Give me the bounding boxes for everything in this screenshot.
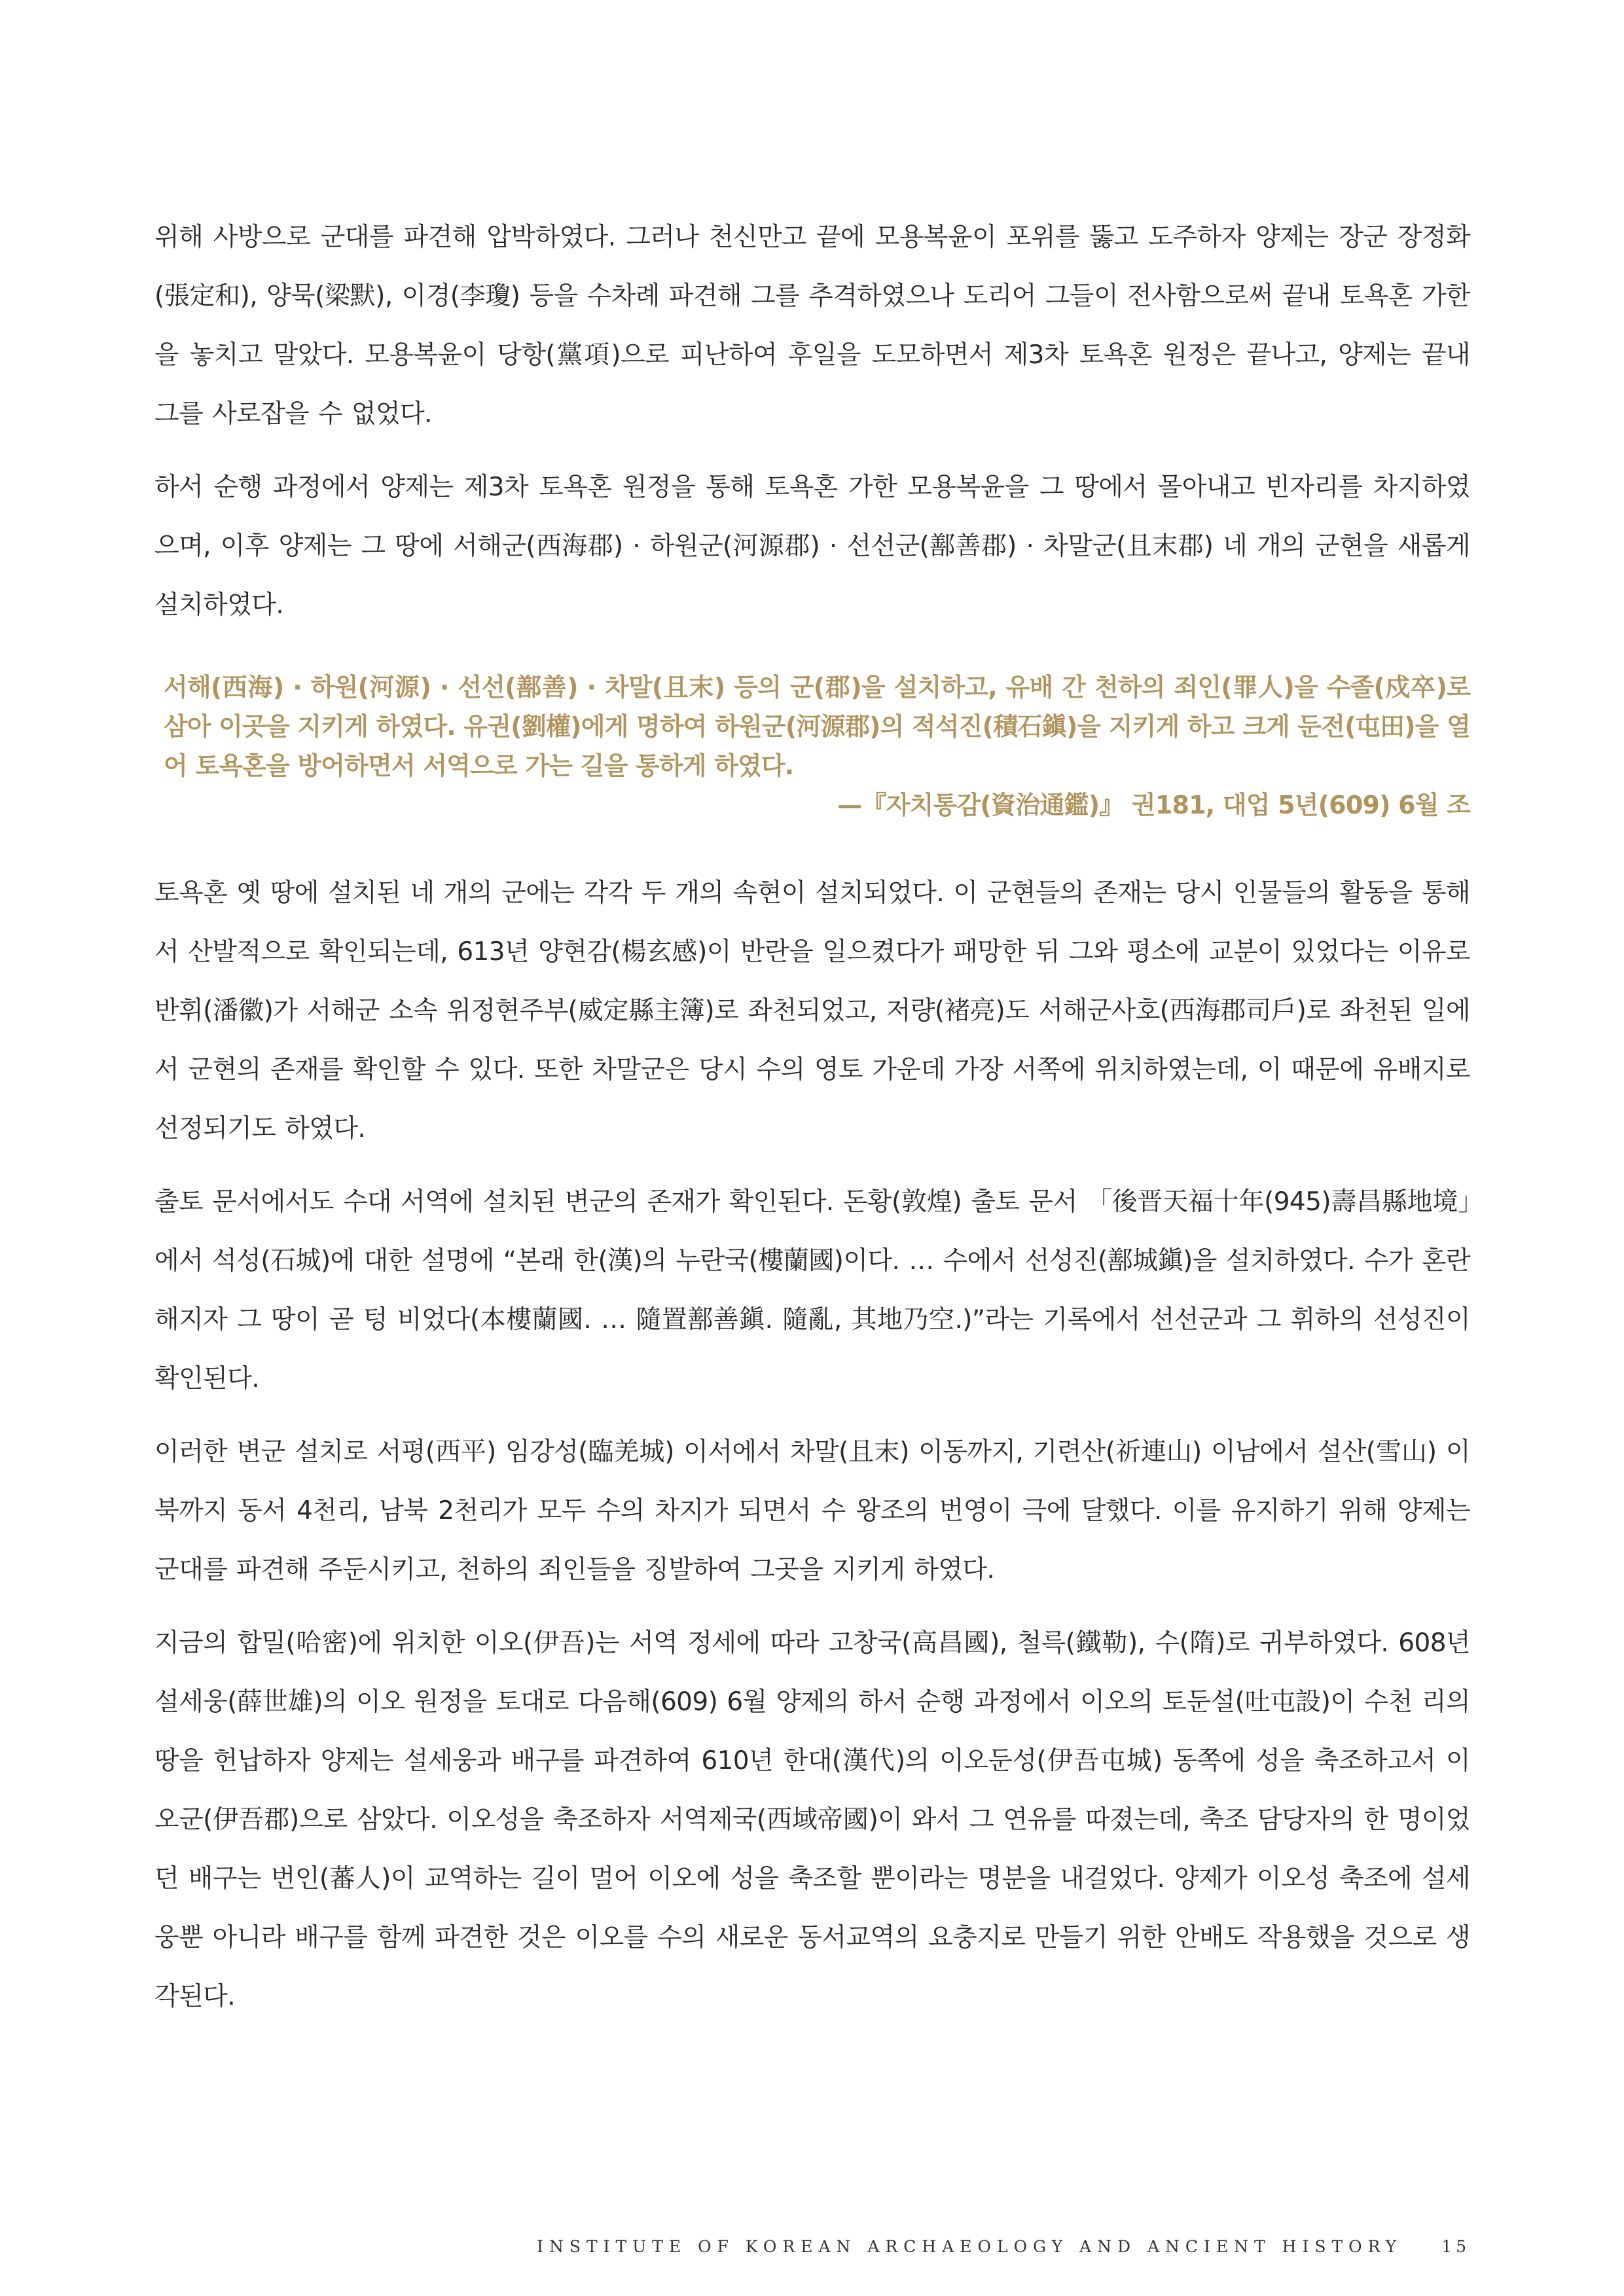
body-paragraph: 출토 문서에서도 수대 서역에 설치된 변군의 존재가 확인된다. 돈황(敦煌) 출토 문서 「後晋天福十年(945)壽昌縣地境」에서 석성(石城)에 대한 설명에 “본래 한(漢)의 누란국(樓蘭國)이다. … 수에서 선성진(鄯城鎭)을 설치하였다. 수가 혼란해지자 그 땅이 곧 텅 비었다(本樓蘭國. … 隨置鄯善鎭. 隨亂, 其地乃空.)”라는 기록에서 선선군과 그 휘하의 선성진이 확인된다. bbox=[154, 1187, 1470, 1393]
block-quote bbox=[154, 668, 1470, 825]
body-paragraph: 지금의 합밀(哈密)에 위치한 이오(伊吾)는 서역 정세에 따라 고창국(高昌國), 철륵(鐵勒), 수(隋)로 귀부하였다. 608년 설세웅(薛世雄)의 이오 원정을 토대로 다음해(609) 6월 양제의 하서 순행 과정에서 이오의 토둔설(吐屯設)이 수천 리의 땅을 헌납하자 양제는 설세웅과 배구를 파견하여 610년 한대(漢代)의 이오둔성(伊吾屯城) 동쪽에 성을 축조하고서 이오군(伊吾郡)으로 삼았다. 이오성을 축조하자 서역제국(西域帝國)이 와서 그 연유를 따졌는데, 축조 담당자의 한 명이었던 배구는 번인(蕃人)이 교역하는 길이 멀어 이오에 성을 축조할 뿐이라는 명분을 내걸었다. 양제가 이오성 축조에 설세웅뿐 아니라 배구를 함께 파견한 것은 이오를 수의 새로운 동서교역의 요충지로 만들기 위한 안배도 작용했을 것으로 생각된다. bbox=[154, 1628, 1470, 2011]
page-footer bbox=[537, 2237, 1470, 2256]
body-paragraph: 하서 순행 과정에서 양제는 제3차 토욕혼 원정을 통해 토욕혼 가한 모용복윤을 그 땅에서 몰아내고 빈자리를 차지하였으며, 이후 양제는 그 땅에 서해군(西海郡) · 하원군(河源郡) · 선선군(鄯善郡) · 차말군(且末郡) 네 개의 군현을 새롭게 설치하였다. bbox=[154, 473, 1470, 620]
body-paragraph: 이러한 변군 설치로 서평(西平) 임강성(臨羌城) 이서에서 차말(且末) 이동까지, 기련산(祈連山) 이남에서 설산(雪山) 이북까지 동서 4천리, 남북 2천리가 모두 수의 차지가 되면서 수 왕조의 번영이 극에 달했다. 이를 유지하기 위해 양제는 군대를 파견해 주둔시키고, 천하의 죄인들을 징발하여 그곳을 지키게 하였다. bbox=[154, 1437, 1470, 1585]
body-paragraph: 토욕혼 옛 땅에 설치된 네 개의 군에는 각각 두 개의 속현이 설치되었다. 이 군현들의 존재는 당시 인물들의 활동을 통해서 산발적으로 확인되는데, 613년 양현감(楊玄感)이 반란을 일으켰다가 패망한 뒤 그와 평소에 교분이 있었다는 이유로 반휘(潘徽)가 서해군 소속 위정현주부(威定縣主簿)로 좌천되었고, 저량(褚亮)도 서해군사호(西海郡司戶)로 좌천된 일에서 군현의 존재를 확인할 수 있다. 또한 차말군은 당시 수의 영토 가운데 가장 서쪽에 위치하였는데, 이 때문에 유배지로 선정되기도 하였다. bbox=[154, 878, 1470, 1143]
quote-text: 서해(西海) · 하원(河源) · 선선(鄯善) · 차말(且末) 등의 군(郡)을 설치하고, 유배 간 천하의 죄인(罪人)을 수졸(戍卒)로 삼아 이곳을 지키게 하였다. 유권(劉權)에게 명하여 하원군(河源郡)의 적석진(積石鎭)을 지키게 하고 크게 둔전(屯田)을 열어 토욕혼을 방어하면서 서역으로 가는 길을 통하게 하였다. bbox=[164, 673, 1470, 780]
footer-institute-name: INSTITUTE OF KOREAN ARCHAEOLOGY AND ANCIENT HISTORY bbox=[537, 2237, 1403, 2256]
page-number: 15 bbox=[1441, 2237, 1470, 2256]
body-paragraph: 위해 사방으로 군대를 파견해 압박하였다. 그러나 천신만고 끝에 모용복윤이 포위를 뚫고 도주하자 양제는 장군 장정화(張定和), 양묵(梁默), 이경(李瓊) 등을 수차례 파견해 그를 추격하였으나 도리어 그들이 전사함으로써 끝내 토욕혼 가한을 놓치고 말았다. 모용복윤이 당항(黨項)으로 피난하여 후일을 도모하면서 제3차 토욕혼 원정은 끝나고, 양제는 끝내 그를 사로잡을 수 없었다. bbox=[154, 223, 1470, 429]
quote-source: —『자치통감(資治通鑑)』 권181, 대업 5년(609) 6월 조 bbox=[837, 791, 1470, 819]
page-body bbox=[154, 208, 1470, 2041]
